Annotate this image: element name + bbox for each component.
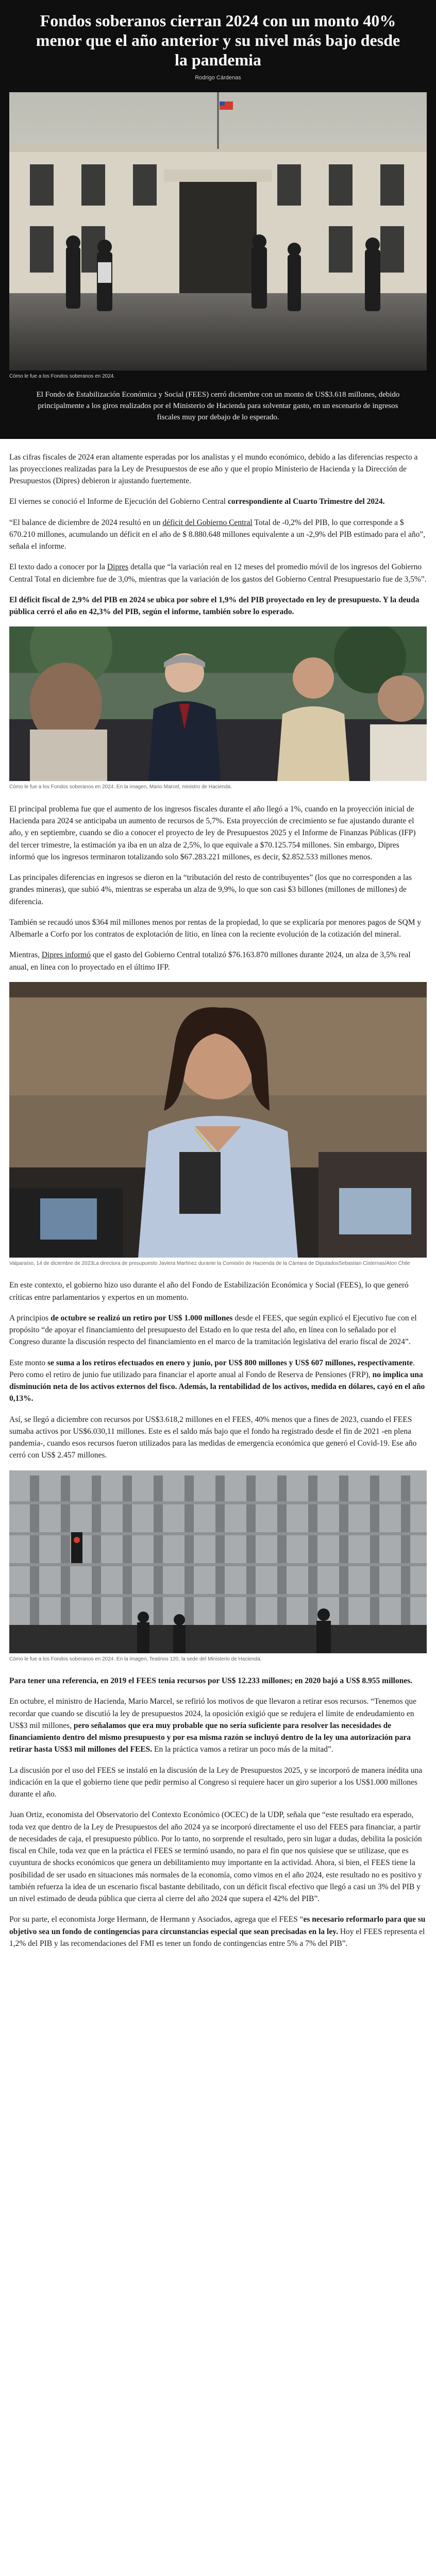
paragraph-text: que el gasto del Gobierno Central totalizó $76.163.870 millones durante 2024, un alza de 3,5% real anual, en línea con lo proyectado en el último IFP. — [9, 951, 411, 972]
paragraph-text: Este monto — [9, 1358, 48, 1367]
paragraph-text: Hoy el FEES representa el 1,2% del PIB y las recomendaciones del FMI es tener un fondo de contingencias entre 5% a 7% del PIB”. — [9, 1927, 425, 1948]
figure-caption: Valparaíso, 14 de diciembre de 2023La directora de presupuesto Javiera Martínez durante la Comisión de Hacienda de la Cámara de DiputadosSebastian Cisternas/Aton Chile — [9, 1260, 410, 1266]
paragraph — [9, 496, 427, 507]
paragraph-bold: El déficit fiscal de 2,9% del PIB en 2024 se ubica por sobre el 1,9% del PIB proyectado en ley de presupuesto. Y la deuda pública cerró el año en 42,3% del PIB, según el informe, también sobre lo esperado. — [9, 595, 420, 616]
paragraph: Así, se llegó a diciembre con recursos por US$3.618,2 millones en el FEES, 40% menos que a fines de 2023, cuando el FEES sumaba activos por US$6.030,11 millones. Este es el saldo más bajo que el fondo ha registrado desde el fin de 2021 -en plena pandemia-, cuando esos recursos fueron utilizados para las medidas de emergencia económica que generó el Covid-19. Ese año cerró con US$ 2.457 millones. — [9, 1415, 417, 1460]
paragraph-text: El texto dado a conocer por la — [9, 563, 107, 572]
paragraph: También se recaudó unos $364 mil millones menos por rentas de la propiedad, lo que se explicaría por menores pagos de SQM y Albemarle a Corfo por los contratos de explotación de litio, en línea con la reciente evolución de la cotización del mineral. — [9, 918, 422, 939]
paragraph-bold: Para tener una referencia, en 2019 el FEES tenía recursos por US$ 12.233 millones; en 2020 bajó a US$ 8.955 millones. — [9, 1676, 413, 1685]
photo-mario-marcel — [9, 626, 427, 781]
link-dipres-informo[interactable]: Dipres informó — [41, 951, 91, 960]
paragraph-text: Por su parte, el economista Jorge Hermann, de Hermann y Asociados, agrega que el FEES “ — [9, 1915, 304, 1924]
paragraph: Las principales diferencias en ingresos se dieron en la “tributación del resto de contribuyentes” (los que no corresponden a las grandes mineras), que subió 4%, mientras se esperaba un alza de 9,9%, lo que son casi $3 billones (millones de millones) de diferencia. — [9, 873, 412, 906]
paragraph: El principal problema fue que el aumento de los ingresos fiscales durante el año llegó a 1%, cuando en la proyección inicial de Hacienda para 2024 se anticipaba un aumento de recursos de 5,7%. Esta proyección de crecimiento se fue ajustando durante el año, y en septiembre, cuando se dio a conocer el proyecto de ley de Presupuestos 2025 y el Informe de Finanzas Públicas (IFP) del tercer trimestre, la estimación ya iba en un alza de 2,5%, lo que equivale a $70.125.754 millones. Sin embargo, Dipres informó que los ingresos terminaron totalizando solo $67.283.221 millones, es decir, $2.852.533 millones menos. — [9, 804, 416, 861]
article-body — [0, 439, 436, 1969]
paragraph — [9, 1913, 427, 1950]
paragraph — [9, 1675, 427, 1687]
article-title: Fondos soberanos cierran 2024 con un monto 40% menor que el año anterior y su nivel más bajo desde la pandemia — [36, 11, 400, 69]
paragraph-text: En la práctica vamos a retirar un poco más de la mitad”. — [152, 1745, 333, 1754]
paragraph — [9, 561, 427, 585]
photo-teatinos-120 — [9, 1470, 427, 1653]
figure-teatinos-120 — [9, 1470, 427, 1663]
paragraph-bold: no implica una disminución neta de los activos externos del fisco. Además, la rentabilidad de los activos, medida en dólares, cayó en el año 0,13%. — [9, 1370, 425, 1403]
paragraph: Juan Ortiz, economista del Observatorio del Contexto Económico (OCEC) de la UDP, señala que “este resultado era esperado, toda vez que dentro de la Ley de Presupuestos del año 2024 ya se incorporó directamente el uso del FEES para financiar, a partir de necesidades de caja, el presupuesto público. Por lo tanto, no sorprende el resultado, pero sin lugar a dudas, debilita la posición fiscal en Chile, toda vez que en la práctica el FEES se terminó usando, no para el fin que nos quisiese que se utilizase, que es cuyuntura de shocks económicos que genera un debilitamiento muy importante en la actividad. Ahora, si bien, el FEES tiene la posibilidad de ser usado en situaciones más normales de la economía, como vimos en el año 2024, este resultado no es positivo y también refuerza la idea de un escenario fiscal bastante debilitado, con un déficit fiscal efectivo que llegó a casi un 3% del PIB y un nivel estimado de deuda pública que cierra al cierre del año 2024 que supera el 42% del PIB”. — [9, 1810, 422, 1903]
paragraph — [9, 1312, 427, 1348]
hero-photo-palacio-moneda — [9, 92, 427, 370]
link-dipres[interactable]: Dipres — [107, 563, 129, 572]
paragraph-text: . Pero como el retiro de junio fue utilizado para financiar el aporte anual al Fondo de Reserva de Pensiones (FRP), — [9, 1358, 415, 1379]
figure-javiera-martinez — [9, 982, 427, 1267]
paragraph — [9, 517, 427, 553]
article-byline: Rodrigo Cárdenas — [195, 75, 241, 81]
figure-caption: Cómo le fue a los Fondos soberanos en 2024. En la imagen, Teatinos 120, la sede del Ministerio de Hacienda. — [9, 1656, 262, 1662]
paragraph-text: Mientras, — [9, 951, 42, 960]
link-deficit-gobierno-central[interactable]: déficit del Gobierno Central — [162, 518, 253, 527]
paragraph — [9, 1696, 427, 1755]
paragraph — [9, 594, 427, 618]
paragraph-bold: pero señalamos que era muy probable que no sería suficiente para resolver las necesidades de financiamiento dentro del mismo presupuesto y por esa misma razón se incluyó dentro de la ley una autorización para retirar hasta US$3 mil millones del FEES. — [9, 1721, 411, 1754]
paragraph — [9, 1357, 427, 1405]
photo-javiera-martinez — [9, 982, 427, 1258]
figure-caption: Cómo le fue a los Fondos soberanos en 2024. En la imagen, Mario Marcel, ministro de Hacienda. — [9, 784, 232, 790]
figure-mario-marcel — [9, 626, 427, 791]
article-lead: El Fondo de Estabilización Económica y Social (FEES) cerró diciembre con un monto de US$3.618 millones, debido principalmente a los giros realizados por el Ministerio de Hacienda para solventar gasto, en un escenario de ingresos fiscales muy por debajo de lo esperado. — [36, 391, 400, 421]
paragraph-bold: de octubre se realizó un retiro por US$ 1.000 millones — [51, 1313, 233, 1323]
paragraph: En este contexto, el gobierno hizo uso durante el año del Fondo de Estabilización Económica y Social (FEES), lo que generó críticas entre parlamentarios y expertos en un momento. — [9, 1281, 409, 1302]
paragraph-bold: correspondiente al Cuarto Trimestre del 2024. — [227, 497, 385, 506]
paragraph-text: desde el FEES, que según explicó el Ejecutivo fue con el propósito “de apoyar el financiamiento del presupuesto del Estado en lo que resta del año, en línea con lo señalado por el Congreso durante la discusión respecto del financiamiento en el marco de la tramitación legislativa del erario fiscal de 2024”. — [9, 1313, 417, 1347]
hero-photo-graphic — [9, 92, 427, 370]
article-hero — [0, 0, 436, 439]
paragraph-text: “El balance de diciembre de 2024 resultó en un — [9, 518, 163, 527]
hero-photo-caption: Cómo le fue a los Fondos soberanos en 2024. — [9, 374, 115, 380]
paragraph-bold: se suma a los retiros efectuados en enero y junio, por US$ 800 millones y US$ 607 millones, respectivamente — [47, 1358, 413, 1367]
paragraph: Las cifras fiscales de 2024 eran altamente esperadas por los analistas y el mundo económico, debido a las diferencias respecto a las proyecciones realizadas para la Ley de Presupuestos de ese año y que el propio Ministerio de Hacienda y la Dirección de Presupuestos (Dipres) debieron ir ajustando fuertemente. — [9, 452, 418, 485]
paragraph-text: A principios — [9, 1313, 51, 1323]
paragraph — [9, 949, 427, 973]
paragraph-bold: es necesario reformarlo para que su objetivo sea un fondo de contingencias para circunstancias especial que sean precisadas en la ley. — [9, 1915, 426, 1936]
paragraph-text: Total de -0,2% del PIB, lo que corresponde a $ 670.210 millones, acumulando un déficit en el año de $ 8.880.648 millones equivalente a un -2,9% del PIB estimado para el año”, señala el informe. — [9, 518, 426, 551]
paragraph-text: El viernes se conoció el Informe de Ejecución del Gobierno Central — [9, 497, 228, 506]
paragraph-text: detalla que “la variación real en 12 meses del promedio móvil de los ingresos del Gobierno Central Total en diciembre fue de 3,0%, mientras que la variación de los gastos del Gobierno Central Presupuestario fue de 3,5%”. — [9, 563, 427, 584]
paragraph: La discusión por el uso del FEES se instaló en la discusión de la Ley de Presupuestos 2025, y se incorporó de manera inédita una indicación en la que el gobierno tiene que pedir permiso al Congreso si requiere hacer un giro superior a los US$1.000 millones durante el año. — [9, 1766, 423, 1799]
paragraph-text: En octubre, el ministro de Hacienda, Mario Marcel, se refirió los motivos de que llevaron a retirar esos recursos. “Tenemos que recordar que cuando se discutió la ley de presupuestos 2024, la oposición exigió que se redujera el límite de endeudamiento en US$3 mil millones, — [9, 1697, 417, 1730]
